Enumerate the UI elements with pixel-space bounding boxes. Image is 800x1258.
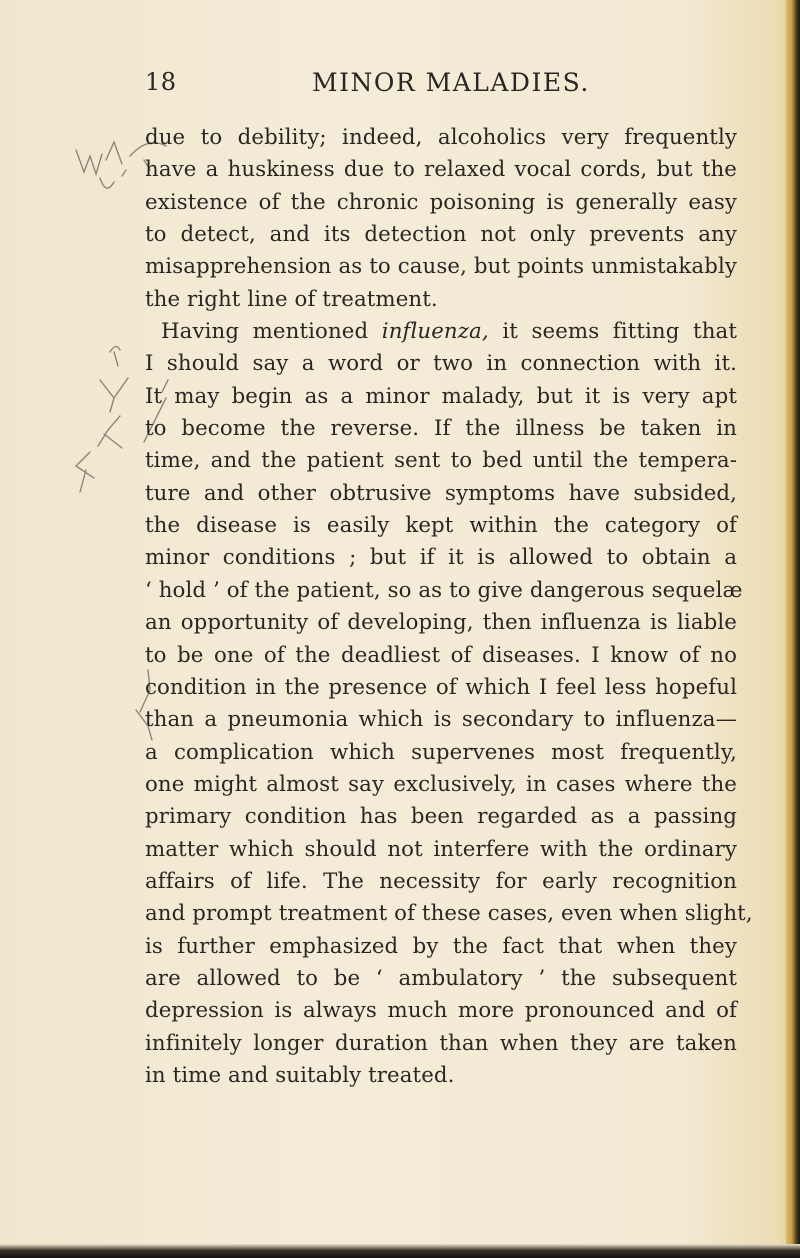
text-line: an opportunity of developing, then influenza is liable [145, 610, 737, 636]
text-line: are allowed to be ‘ ambulatory ’ the subsequent [145, 965, 737, 991]
text-line: primary condition has been regarded as a passing [145, 804, 737, 830]
text-line: a complication which supervenes most frequently, [145, 739, 737, 765]
text-line: time, and the patient sent to bed until the tempera- [145, 448, 737, 474]
text-line: minor conditions ; but if it is allowed to obtain a [145, 545, 737, 571]
text-line: matter which should not interfere with the ordinary [145, 836, 737, 862]
running-title: MINOR MALADIES. [312, 68, 590, 97]
text-line: to detect, and its detection not only prevents any [145, 222, 737, 248]
text-line: the right line of treatment. [145, 286, 438, 312]
text-line: one might almost say exclusively, in cases where the [145, 771, 737, 797]
page-header [0, 68, 800, 108]
text-line: misapprehension as to cause, but points unmistakably [145, 254, 737, 280]
text-line: have a huskiness due to relaxed vocal cords, but the [145, 157, 737, 183]
page-bottom-edge [0, 1244, 800, 1258]
text-line: depression is always much more pronounced and of [145, 998, 737, 1024]
text-line: in time and suitably treated. [145, 1062, 455, 1088]
text-line: ture and other obtrusive symptoms have subsided, [145, 480, 737, 506]
body-text [145, 122, 753, 1092]
text-run: Having mentioned [161, 319, 382, 345]
text-line: and prompt treatment of these cases, even when slight, [145, 901, 753, 927]
text-line: the disease is easily kept within the category of [145, 513, 737, 539]
italic-term: influenza, [381, 319, 489, 345]
text-line: to be one of the deadliest of diseases. I know of no [145, 642, 737, 668]
text-line [145, 316, 737, 348]
text-line: It may begin as a minor malady, but it is very apt [145, 383, 737, 409]
text-line: than a pneumonia which is secondary to influenza— [145, 707, 737, 733]
text-line: is further emphasized by the fact that when they [145, 933, 737, 959]
text-line: affairs of life. The necessity for early recognition [145, 868, 737, 894]
text-line: existence of the chronic poisoning is generally easy [145, 189, 737, 215]
text-line: to become the reverse. If the illness be taken in [145, 416, 737, 442]
text-line: ‘ hold ’ of the patient, so as to give dangerous sequelæ [145, 577, 743, 603]
text-line: condition in the presence of which I feel less hopeful [145, 674, 737, 700]
page-right-edge [786, 0, 800, 1258]
text-line: infinitely longer duration than when they are taken [145, 1030, 737, 1056]
text-run: it seems fitting that [488, 319, 737, 345]
text-line: I should say a word or two in connection with it. [145, 351, 737, 377]
text-line: due to debility; indeed, alcoholics very frequently [145, 125, 737, 150]
page-number: 18 [145, 68, 177, 96]
